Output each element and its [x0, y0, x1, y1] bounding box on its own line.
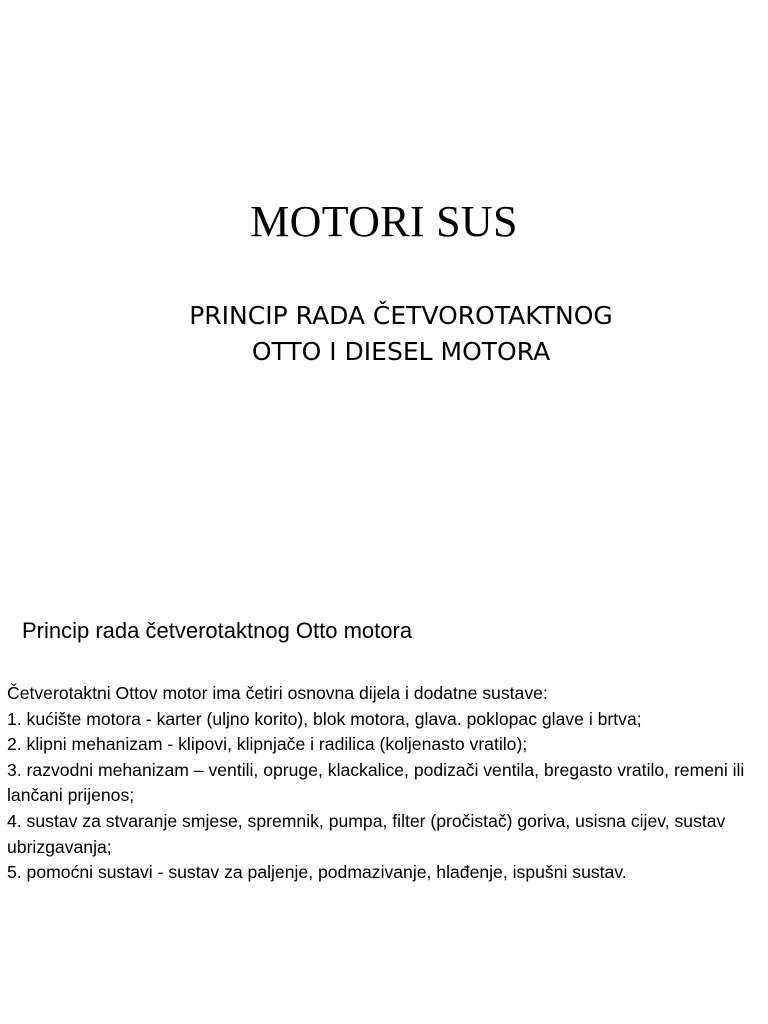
- list-item: 2. klipni mehanizam - klipovi, klipnjače i radilica (koljenasto vratilo);: [7, 734, 528, 755]
- subtitle-line-2: OTTO I DIESEL MOTORA: [251, 337, 551, 366]
- subtitle-line-1: PRINCIP RADA ČETVOROTAKTNOG: [189, 301, 613, 330]
- list-item: 5. pomoćni sustavi - sustav za paljenje, podmazivanje, hlađenje, ispušni sustav.: [7, 862, 627, 883]
- list-item: 1. kućište motora - karter (uljno korito), blok motora, glava. poklopac glave i brtva;: [7, 708, 642, 729]
- section-heading: Princip rada četverotaktnog Otto motora: [22, 618, 413, 643]
- body-text: [7, 681, 765, 886]
- document-subtitle: [0, 298, 768, 370]
- document-title: MOTORI SUS: [250, 197, 518, 246]
- list-item: 4. sustav za stvaranje smjese, spremnik, pumpa, filter (pročistač) goriva, usisna cijev, sustav ubrizgavanja;: [7, 810, 726, 857]
- list-item: 3. razvodni mehanizam – ventili, opruge, klackalice, podizači ventila, bregasto vratilo, remeni ili lančani prijenos;: [7, 759, 745, 806]
- intro-paragraph: Četverotaktni Ottov motor ima četiri osnovna dijela i dodatne sustave:: [7, 683, 548, 703]
